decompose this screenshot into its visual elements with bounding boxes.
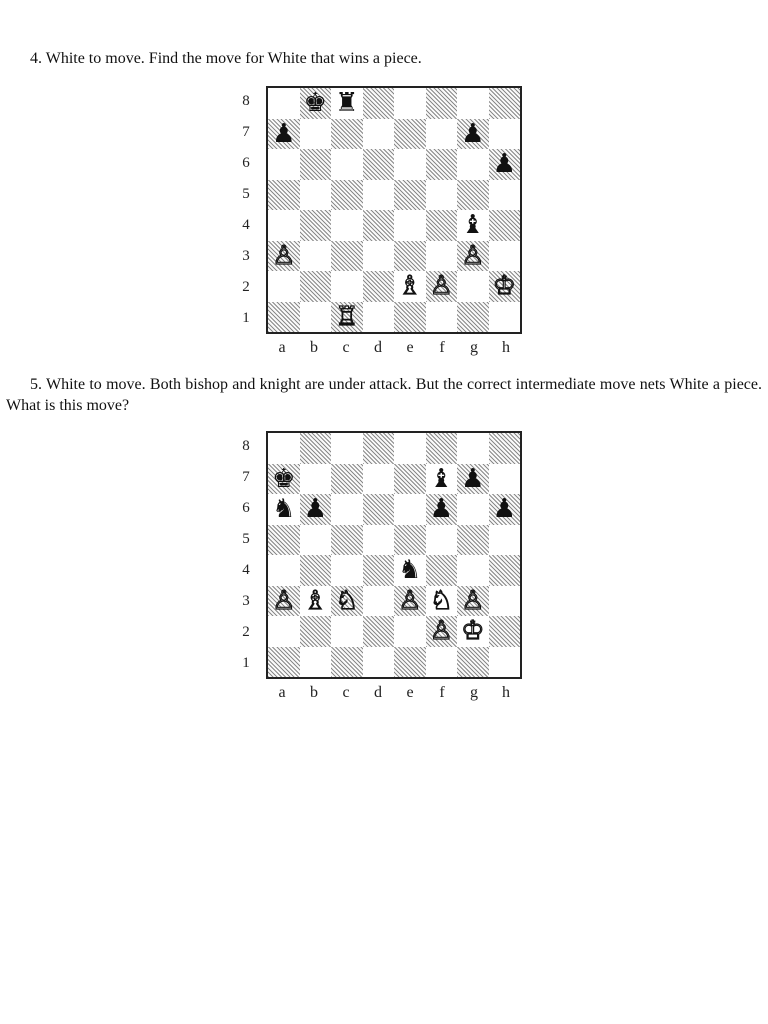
rank-labels (236, 86, 256, 334)
square-d4 (363, 210, 395, 241)
square-g2 (457, 271, 489, 302)
square-a5 (268, 525, 300, 556)
rank-label: 8 (242, 438, 250, 454)
black-knight-icon: ♞ (398, 555, 422, 586)
square-b2 (300, 271, 332, 302)
square-c2 (331, 616, 363, 647)
square-g5 (457, 525, 489, 556)
square-b4 (300, 555, 332, 586)
square-a2 (268, 271, 300, 302)
square-b8 (300, 88, 332, 119)
square-g4 (457, 210, 489, 241)
square-h1 (489, 647, 521, 678)
file-labels (266, 683, 522, 703)
rank-label: 4 (242, 217, 250, 233)
file-label: g (470, 339, 478, 356)
rank-label: 5 (242, 531, 250, 547)
square-f7 (426, 119, 458, 150)
square-h4 (489, 210, 521, 241)
square-a1 (268, 647, 300, 678)
square-c1 (331, 647, 363, 678)
square-g7 (457, 119, 489, 150)
square-h4 (489, 555, 521, 586)
square-d6 (363, 494, 395, 525)
square-c8 (331, 88, 363, 119)
square-b5 (300, 525, 332, 556)
rank-label: 5 (242, 186, 250, 202)
black-pawn-icon: ♟ (303, 494, 327, 525)
square-g6 (457, 494, 489, 525)
square-b3 (300, 241, 332, 272)
chess-board-problem-4 (266, 86, 522, 334)
square-e8 (394, 88, 426, 119)
square-d5 (363, 525, 395, 556)
square-g3 (457, 586, 489, 617)
square-b7 (300, 464, 332, 495)
square-g8 (457, 88, 489, 119)
file-label: a (278, 339, 286, 356)
square-h2 (489, 616, 521, 647)
square-e3 (394, 586, 426, 617)
white-bishop-icon: ♗ (398, 271, 422, 302)
rank-label: 7 (242, 124, 250, 140)
square-e2 (394, 271, 426, 302)
chess-board-problem-5 (266, 431, 522, 679)
rank-label: 7 (242, 469, 250, 485)
square-g6 (457, 149, 489, 180)
rank-labels (236, 431, 256, 679)
square-d2 (363, 616, 395, 647)
square-d2 (363, 271, 395, 302)
file-label: d (374, 684, 382, 701)
black-pawn-icon: ♟ (272, 118, 296, 149)
square-h3 (489, 241, 521, 272)
square-a3 (268, 586, 300, 617)
square-c5 (331, 180, 363, 211)
square-f5 (426, 525, 458, 556)
square-b2 (300, 616, 332, 647)
square-a7 (268, 464, 300, 495)
square-d7 (363, 119, 395, 150)
square-a3 (268, 241, 300, 272)
square-f4 (426, 210, 458, 241)
problem-4-text: 4. White to move. Find the move for White that wins a piece. (30, 50, 422, 67)
square-d3 (363, 586, 395, 617)
square-b1 (300, 302, 332, 333)
square-f5 (426, 180, 458, 211)
square-b8 (300, 433, 332, 464)
square-b1 (300, 647, 332, 678)
black-knight-icon: ♞ (272, 494, 296, 525)
square-c1 (331, 302, 363, 333)
square-e6 (394, 494, 426, 525)
black-pawn-icon: ♟ (461, 118, 485, 149)
square-g8 (457, 433, 489, 464)
square-h8 (489, 88, 521, 119)
square-f3 (426, 241, 458, 272)
black-bishop-icon: ♝ (461, 210, 485, 241)
square-d1 (363, 647, 395, 678)
white-pawn-icon: ♙ (272, 240, 296, 271)
square-b4 (300, 210, 332, 241)
square-f7 (426, 464, 458, 495)
square-e7 (394, 119, 426, 150)
black-king-icon: ♚ (272, 463, 296, 494)
square-a4 (268, 210, 300, 241)
square-g2 (457, 616, 489, 647)
file-label: e (406, 339, 414, 356)
square-g7 (457, 464, 489, 495)
square-f2 (426, 271, 458, 302)
square-a2 (268, 616, 300, 647)
square-g1 (457, 647, 489, 678)
rank-label: 3 (242, 248, 250, 264)
square-b6 (300, 149, 332, 180)
square-e4 (394, 555, 426, 586)
square-g3 (457, 241, 489, 272)
square-b6 (300, 494, 332, 525)
square-c7 (331, 119, 363, 150)
square-c5 (331, 525, 363, 556)
square-a6 (268, 149, 300, 180)
rank-label: 1 (242, 655, 250, 671)
square-d6 (363, 149, 395, 180)
square-f1 (426, 302, 458, 333)
white-knight-icon: ♘ (429, 585, 453, 616)
square-d8 (363, 433, 395, 464)
square-c4 (331, 210, 363, 241)
square-c6 (331, 494, 363, 525)
file-label: b (310, 684, 318, 701)
black-rook-icon: ♜ (335, 88, 359, 119)
white-rook-icon: ♖ (335, 301, 359, 332)
square-h6 (489, 149, 521, 180)
square-e7 (394, 464, 426, 495)
black-pawn-icon: ♟ (461, 463, 485, 494)
square-c8 (331, 433, 363, 464)
square-e1 (394, 302, 426, 333)
rank-label: 8 (242, 93, 250, 109)
square-b7 (300, 119, 332, 150)
white-bishop-icon: ♗ (303, 585, 327, 616)
file-label: f (439, 339, 445, 356)
square-c7 (331, 464, 363, 495)
square-h8 (489, 433, 521, 464)
white-king-icon: ♔ (461, 616, 485, 647)
square-g1 (457, 302, 489, 333)
white-pawn-icon: ♙ (461, 240, 485, 271)
file-label: c (342, 339, 350, 356)
square-h2 (489, 271, 521, 302)
file-label: h (502, 339, 510, 356)
square-a4 (268, 555, 300, 586)
square-e8 (394, 433, 426, 464)
square-e4 (394, 210, 426, 241)
square-b5 (300, 180, 332, 211)
file-label: d (374, 339, 382, 356)
square-c4 (331, 555, 363, 586)
square-d1 (363, 302, 395, 333)
square-c2 (331, 271, 363, 302)
square-f1 (426, 647, 458, 678)
square-d5 (363, 180, 395, 211)
file-label: f (439, 684, 445, 701)
square-d4 (363, 555, 395, 586)
white-pawn-icon: ♙ (429, 271, 453, 302)
square-e5 (394, 180, 426, 211)
square-e3 (394, 241, 426, 272)
square-h1 (489, 302, 521, 333)
square-g5 (457, 180, 489, 211)
square-e1 (394, 647, 426, 678)
square-c3 (331, 241, 363, 272)
white-pawn-icon: ♙ (398, 585, 422, 616)
square-a7 (268, 119, 300, 150)
black-king-icon: ♚ (303, 88, 327, 119)
file-label: a (278, 684, 286, 701)
file-label: g (470, 684, 478, 701)
rank-label: 4 (242, 562, 250, 578)
black-bishop-icon: ♝ (429, 463, 453, 494)
square-h7 (489, 464, 521, 495)
rank-label: 1 (242, 310, 250, 326)
square-e5 (394, 525, 426, 556)
square-h5 (489, 525, 521, 556)
square-d8 (363, 88, 395, 119)
white-pawn-icon: ♙ (461, 585, 485, 616)
rank-label: 3 (242, 593, 250, 609)
square-a8 (268, 433, 300, 464)
white-king-icon: ♔ (492, 271, 516, 302)
square-a5 (268, 180, 300, 211)
square-g4 (457, 555, 489, 586)
black-pawn-icon: ♟ (429, 494, 453, 525)
square-h7 (489, 119, 521, 150)
square-f3 (426, 586, 458, 617)
square-f2 (426, 616, 458, 647)
square-e6 (394, 149, 426, 180)
square-a8 (268, 88, 300, 119)
square-f8 (426, 88, 458, 119)
problem-5-text: 5. White to move. Both bishop and knight are under attack. But the correct intermediate move nets White a piece. What is this move? (6, 376, 762, 414)
square-b3 (300, 586, 332, 617)
square-c3 (331, 586, 363, 617)
black-pawn-icon: ♟ (492, 494, 516, 525)
file-label: h (502, 684, 510, 701)
square-a1 (268, 302, 300, 333)
rank-label: 2 (242, 279, 250, 295)
file-labels (266, 338, 522, 358)
square-d3 (363, 241, 395, 272)
rank-label: 6 (242, 500, 250, 516)
square-f8 (426, 433, 458, 464)
white-pawn-icon: ♙ (272, 585, 296, 616)
square-d7 (363, 464, 395, 495)
square-f6 (426, 494, 458, 525)
white-pawn-icon: ♙ (429, 616, 453, 647)
black-pawn-icon: ♟ (492, 149, 516, 180)
rank-label: 2 (242, 624, 250, 640)
rank-label: 6 (242, 155, 250, 171)
square-h3 (489, 586, 521, 617)
square-f4 (426, 555, 458, 586)
square-f6 (426, 149, 458, 180)
file-label: e (406, 684, 414, 701)
file-label: b (310, 339, 318, 356)
square-a6 (268, 494, 300, 525)
square-h6 (489, 494, 521, 525)
white-knight-icon: ♘ (335, 585, 359, 616)
square-h5 (489, 180, 521, 211)
square-e2 (394, 616, 426, 647)
file-label: c (342, 684, 350, 701)
square-c6 (331, 149, 363, 180)
